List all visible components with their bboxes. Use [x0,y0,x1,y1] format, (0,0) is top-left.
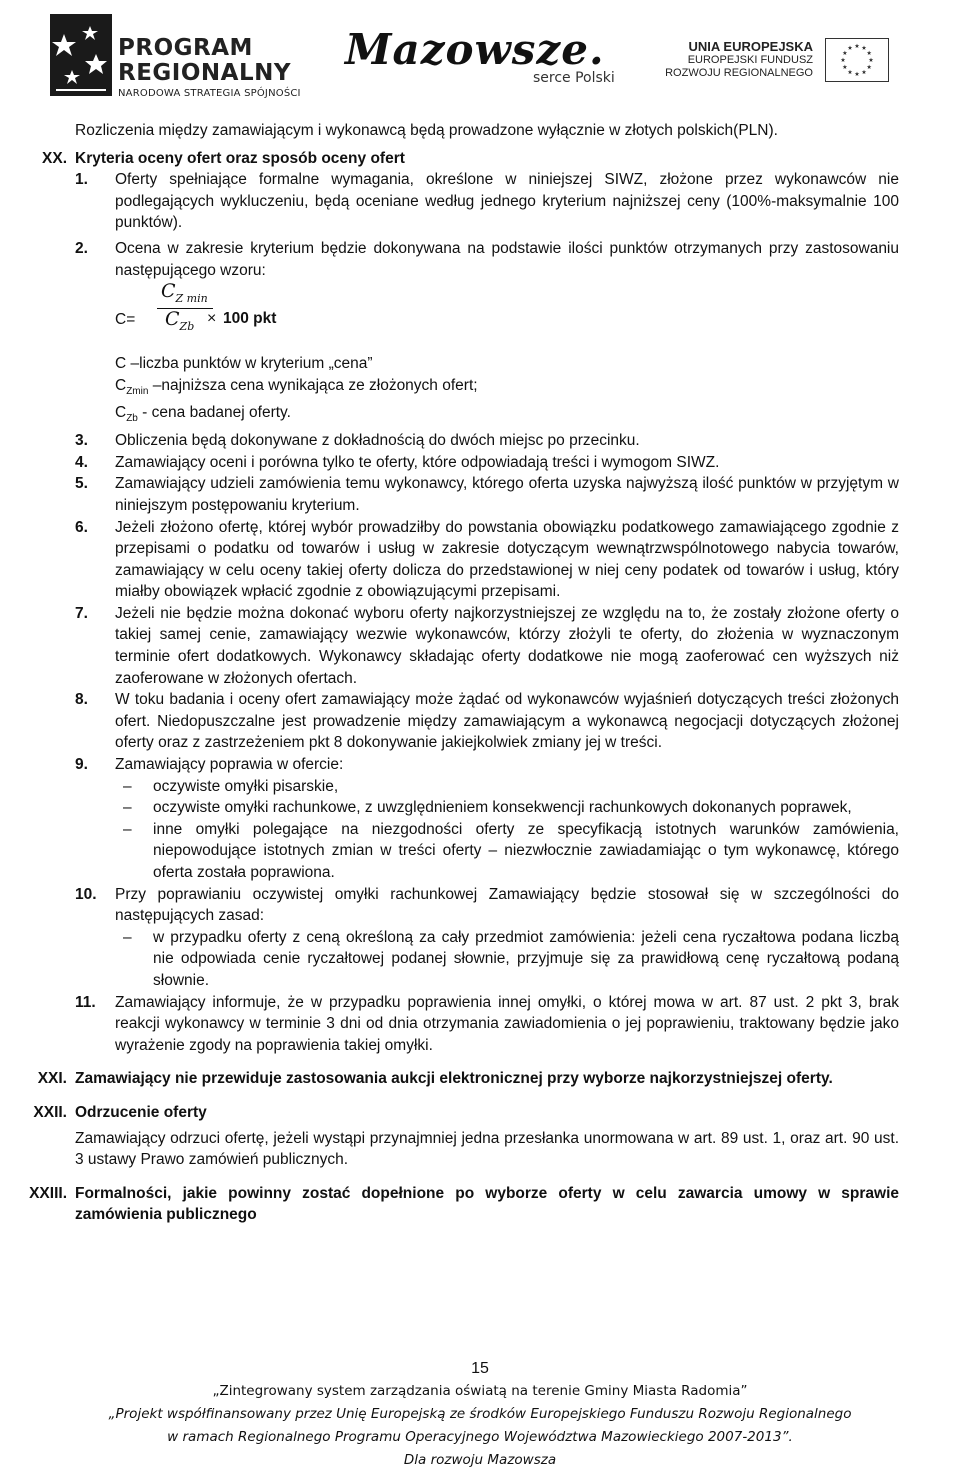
list-item [75,238,899,281]
dash-item [123,797,899,819]
section-title: Formalności, jakie powinny zostać dopełnione po wyborze oferty w celu zawarcia umowy w sprawie zamówienia publicznego [75,1184,899,1224]
list-item [75,689,899,754]
section-title: Odrzucenie oferty [75,1103,207,1121]
item-number: 8. [75,691,88,709]
item-text: Zamawiający udzieli zamówienia temu wykonawcy, którego oferta uzyska najwyższą ilość punktów w przyjętym w niniejszym postępowaniu kryterium. [115,475,899,514]
footer-programme: w ramach Regionalnego Programu Operacyjnego Województwa Mazowieckiego 2007-2013”. [167,1429,793,1445]
dash-text: oczywiste omyłki pisarskie, [153,777,339,795]
item-text: Jeżeli nie będzie można dokonać wyboru oferty najkorzystniejszej ze względu na to, że zostały złożone oferty o takiej samej cenie, zamawiający wezwie wykonawców, którzy złożyli te oferty, do złożenia w wyznaczonym terminie ofert dodatkowych. Wykonawcy składając oferty dodatkowe nie mogą zaoferować cen wyższych niż zaoferowane w złożonych ofertach. [115,604,899,687]
section-title: Zamawiający nie przewiduje zastosowania aukcji elektronicznej przy wyborze najkorzystniejszej oferty. [75,1070,833,1088]
dash-item [123,927,899,992]
eu-regional-label: ROZWOJU REGIONALNEGO [665,67,813,79]
formula-numerator: $C_{Z min}$ [161,280,208,305]
list-item [75,884,899,927]
item-number: 4. [75,453,88,471]
page-footer [0,1358,960,1472]
list-item [75,992,899,1057]
eu-fund-label: EUROPEJSKI FUNDUSZ [687,54,813,66]
section-number: XXI. [37,1070,67,1088]
section-xx [42,148,899,170]
section-number: XXII. [33,1103,67,1121]
dash-marker: – [123,928,132,946]
list-item [75,430,899,452]
program-regionalny-logo [50,14,320,99]
mazowsze-wordmark: Mazowsze. [345,25,605,74]
item-text: Zamawiający poprawia w ofercie: [115,756,344,774]
item-number: 3. [75,432,88,450]
formula-c-label: C= [115,311,136,329]
item-text: Zamawiający oceni i porówna tylko te oferty, które odpowiadają treści i wymogom SIWZ. [115,453,720,471]
item-text: W toku badania i oceny ofert zamawiający może żądać od wykonawców wyjaśnień dotyczących treści złożonych ofert. Niedopuszczalne jest prowadzenie między zamawiającym a wykonawcą negocjacji dotyczących złożonej oferty oraz z zastrzeżeniem pkt 8 dokonywanie jakiejkolwiek zmiany jej w treści. [115,691,899,752]
section-xxi [37,1068,899,1090]
list-item [75,169,899,234]
mazowsze-tagline: serce Polski [533,70,615,86]
list-item [75,603,899,689]
dash-marker: – [123,799,132,817]
item-number: 9. [75,756,88,774]
dash-marker: – [123,820,132,838]
section-xxii-text: Zamawiający odrzuci ofertę, jeżeli wystąpi przynajmniej jedna przesłanka unormowana w art. 89 ust. 1, oraz art. 90 ust. 3 ustawy Prawo zamówień publicznych. [75,1129,899,1169]
page-number: 15 [471,1360,489,1377]
definition-c: C –liczba punktów w kryterium „cena” [115,355,373,373]
list-item [75,754,899,776]
eu-logo [665,38,925,88]
definition-czb: $C_{Zb}$ - cena badanej oferty. [115,404,291,425]
item-text: Przy poprawianiu oczywistej omyłki rachunkowej Zamawiający będzie stosował się w szczególności do następujących zasad: [115,885,899,925]
item-number: 10. [75,885,97,903]
section-xxii [33,1102,899,1124]
section-number: XXIII. [29,1184,67,1202]
footer-project-title: „Zintegrowany system zarządzania oświatą na terenie Gminy Miasta Radomia” [212,1383,748,1399]
item-number: 11. [75,993,96,1011]
item-text: Jeżeli złożono ofertę, której wybór prowadziłby do powstania obowiązku podatkowego zamawiającego zgodnie z przepisami o podatku od towarów i usług w zakresie dotyczącym wewnątrzwspólnotowego nabycia towarów, zamawiający w celu oceny takiej oferty dolicza do przedstawionej w niej ceny podatek od towarów i usług, który miałby obowiązek wpłacić zgodnie z obowiązującymi przepisami. [115,518,899,601]
dash-marker: – [123,777,132,795]
footer-slogan: Dla rozwoju Mazowsza [403,1452,557,1468]
multiply-sign: × [207,310,217,328]
document-body [0,120,960,1226]
eu-union-label: UNIA EUROPEJSKA [688,39,813,54]
footer-cofinancing: „Projekt współfinansowany przez Unię Europejską ze środków Europejskiego Funduszu Rozwoju Regionalnego [108,1406,852,1422]
definition-czmin: $C_{Zmin}$ –najniższa cena wynikająca ze złożonych ofert; [115,376,478,397]
item-number: 6. [75,518,88,536]
section-xxiii [29,1183,899,1226]
formula-denominator: $C_{Zb}$ [165,308,195,333]
item-number: 2. [75,239,88,257]
list-item [75,517,899,603]
program-title-line: PROGRAM [118,35,253,61]
item-number: 1. [75,171,88,189]
score-formula [115,281,960,353]
item-number: 5. [75,475,88,493]
item-text: Oferty spełniające formalne wymagania, określone w niniejszej SIWZ, złożone przez wykonawców nie podlegających wykluczeniu, będą oceniane według jednego kryterium najniższej ceny (100%-maksymalnie 100 punktów). [115,171,899,232]
section-title: Kryteria oceny ofert oraz sposób oceny ofert [75,149,405,167]
dash-item [123,776,899,798]
dash-item [123,819,899,884]
item-text: Obliczenia będą dokonywane z dokładnością do dwóch miejsc po przecinku. [115,432,640,450]
section-number: XX. [42,149,67,167]
eu-flag-icon [825,38,889,82]
list-item [75,452,899,474]
list-item [75,473,899,516]
item-text: Ocena w zakresie kryterium będzie dokonywana na podstawie ilości punktów otrzymanych przy zastosowaniu następującego wzoru: [115,239,899,279]
dash-text: inne omyłki polegające na niezgodności oferty ze specyfikacją istotnych warunków zamówienia, niepowodujące istotnych zmian w treści oferty – niezwłocznie zawiadamiając o tym wykonawcę, którego oferta została poprawiona. [153,820,899,881]
dash-text: oczywiste omyłki rachunkowe, z uwzględnieniem konsekwencji rachunkowych dokonanych poprawek, [153,799,852,817]
intro-paragraph: Rozliczenia między zamawiającym i wykonawcą będą prowadzone wyłącznie w złotych polskich(PLN). [75,122,778,139]
mazowsze-logo [345,25,625,98]
formula-points: 100 pkt [223,310,277,328]
page-header [0,0,960,110]
item-number: 7. [75,604,88,622]
strategia-subtitle: NARODOWA STRATEGIA SPÓJNOŚCI [118,88,301,99]
regionalny-title-line: REGIONALNY [118,60,292,86]
item-text: Zamawiający informuje, że w przypadku poprawienia innej omyłki, o której mowa w art. 87 ust. 2 pkt 3, brak reakcji wykonawcy w terminie 3 dni od dnia otrzymania zawiadomienia o jej poprawieniu, traktowany będzie jako wyrażenie zgody na poprawienia takiej omyłki. [115,993,899,1054]
program-regionalny-emblem-icon [50,14,112,96]
dash-text: w przypadku oferty z ceną określoną za cały przedmiot zamówienia: jeżeli cena ryczałtowa podana liczbą nie odpowiada cenie ryczałtowej podanej słownie, przyjmuje się za prawidłową cenę ryczałtową podaną słownie. [153,928,899,989]
